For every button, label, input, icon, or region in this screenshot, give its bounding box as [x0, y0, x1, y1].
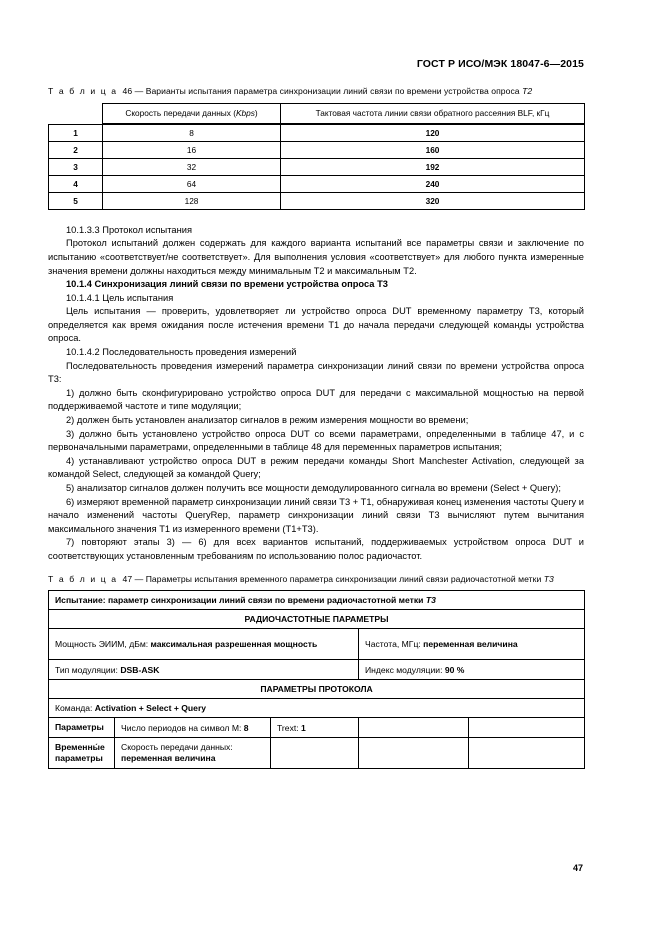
table-47-params-m-label: Число периодов на символ M:: [121, 722, 244, 733]
table-47-test-row: [49, 591, 585, 610]
table-47-frequency-value: переменная величина: [423, 639, 518, 650]
table-47-test-cell: [49, 591, 585, 610]
paragraph-10-1-3-3: Протокол испытаний должен содержать для каждого варианта испытаний все параметры связи и заключение по испытанию «соответствует/не соответствует». Для выполнения условия «соответствует» для любого пункта измеренные значения времени должны находиться между минимальным T2 и максимальным T2.: [48, 238, 584, 276]
table-46-cell-blf: 192: [281, 158, 585, 175]
table-47: [48, 590, 585, 769]
table-47-params-trext-label: Trext:: [277, 722, 302, 733]
table-47-eirp-label: Мощность ЭИИМ, дБм:: [55, 639, 151, 650]
table-47-test-label: Испытание: параметр синхронизации линий связи по времени радиочастотной метки: [55, 595, 426, 606]
table-row: [49, 158, 585, 175]
table-47-section-protocol-row: [49, 680, 585, 699]
table-47-time-params-cell-2: [271, 738, 359, 769]
paragraph-10-1-4-1: Цель испытания — проверить, удовлетворяет ли устройство опроса DUT временному параметру T3, который определяется как время ожидания после истечения времени T1 до начала передачи следующей команды устройства опроса.: [48, 306, 584, 344]
table-47-datarate-label: Скорость передачи данных:: [121, 742, 233, 753]
table-row: [49, 629, 585, 660]
heading-10-1-3-3: 10.1.3.3 Протокол испытания: [66, 224, 192, 235]
table-46-cell-rate: 128: [103, 192, 281, 209]
table-47-command-cell: [49, 699, 585, 718]
table-47-datarate-value: переменная величина: [121, 753, 216, 764]
table-47-modulation-index-cell: [359, 660, 585, 680]
table-47-eirp-value: максимальная разрешенная мощность: [150, 639, 318, 650]
table-46-header-rate: [103, 103, 281, 124]
table-46-caption-word: Т а б л и ц а: [48, 86, 118, 96]
body-text-block: [48, 224, 584, 564]
table-47-command-value: Activation + Select + Query: [94, 703, 207, 714]
table-46-cell-rate: 32: [103, 158, 281, 175]
table-47-section-protocol: ПАРАМЕТРЫ ПРОТОКОЛА: [49, 680, 585, 699]
table-47-params-cell-4: [469, 718, 585, 738]
table-46-cell-index: 2: [49, 141, 103, 158]
table-47-caption-text: — Параметры испытания временного параметра синхронизации линий связи радиочастотной метки: [134, 573, 544, 584]
table-46-caption: [48, 86, 584, 97]
step-6: 6) измеряют временной параметр синхронизации линий связи T3 + T1, обнаруживая конец изменения частоты Query и начало изменений частоты QueryRep, параметр синхронизации линий связи T3 вычисляют путем вычитания максимального значения T1 из измеренного времени (T1+T3).: [48, 496, 584, 534]
heading-10-1-4: 10.1.4 Синхронизация линий связи по времени устройства опроса T3: [66, 279, 388, 290]
table-47-section-rf-row: [49, 610, 585, 629]
table-46-caption-number: 46: [122, 86, 133, 96]
table-47-section-rf: РАДИОЧАСТОТНЫЕ ПАРАМЕТРЫ: [49, 610, 585, 629]
table-47-modulation-index-value: 90 %: [444, 664, 465, 675]
table-47-params-m-cell: [115, 718, 271, 738]
table-46-cell-blf: 120: [281, 124, 585, 141]
table-46-header-rate-pre: Скорость передачи данных (: [125, 108, 236, 119]
paragraph-10-1-4-2-intro: Последовательность проведения измерений параметра синхронизации линий связи по времени устройства опроса T3:: [48, 360, 584, 385]
table-row: [49, 175, 585, 192]
table-47-caption-italic: T3: [543, 573, 554, 584]
table-47-caption: [48, 574, 584, 585]
table-row: [49, 141, 585, 158]
table-46-header-corner: [49, 103, 103, 124]
table-46-cell-rate: 8: [103, 124, 281, 141]
step-7: 7) повторяют этапы 3) — 6) для всех вариантов испытаний, поддерживаемых устройством опроса DUT и соответствующих установленным требованиям по использованию полос радиочастот.: [48, 537, 584, 561]
table-47-caption-word: Т а б л и ц а: [48, 573, 118, 584]
step-3: 3) должно быть установлено устройство опроса DUT со всеми параметрами, определенными в таблице 47, и с первоначальными параметрами, определенными в таблице 48 для переменных параметров испытания;: [48, 428, 584, 453]
table-46-cell-blf: 160: [281, 141, 585, 158]
table-row: [49, 718, 585, 738]
table-47-params-label: Параметры: [49, 718, 115, 738]
step-2: 2) должен быть установлен анализатор сигналов в режим измерения мощности во времени;: [66, 415, 469, 426]
step-4: 4) устанавливают устройство опроса DUT в режим передачи команды Short Manchester Activation, следующей за командой Select, следующей за командой Query;: [48, 455, 584, 480]
heading-10-1-4-2: 10.1.4.2 Последовательность проведения измерений: [66, 347, 297, 358]
step-5: 5) анализатор сигналов должен получить все мощности демодулированного сигнала во времени (Select + Query);: [66, 483, 561, 494]
table-47-command-row: [49, 699, 585, 718]
table-46-header-rate-post: ): [254, 108, 258, 119]
table-46-cell-blf: 240: [281, 175, 585, 192]
table-46-cell-rate: 64: [103, 175, 281, 192]
table-47-params-trext-cell: [271, 718, 359, 738]
table-47-modulation-type-cell: [49, 660, 359, 680]
table-47-params-cell-3: [359, 718, 469, 738]
table-47-params-m-value: 8: [243, 722, 249, 733]
table-46-header-rate-unit: Kbps: [235, 108, 255, 119]
table-47-time-params-label-line1: Временны́е: [55, 742, 105, 753]
table-47-test-italic: T3: [425, 595, 436, 606]
table-47-time-params-cell-3: [359, 738, 469, 769]
heading-10-1-4-1: 10.1.4.1 Цель испытания: [66, 292, 174, 303]
page-content: [48, 86, 584, 769]
table-46-caption-text: — Варианты испытания параметра синхронизации линий связи по времени устройства опроса: [134, 86, 523, 96]
table-46-header-blf: Тактовая частота линии связи обратного рассеяния BLF, кГц: [281, 103, 585, 124]
standard-header: ГОСТ Р ИСО/МЭК 18047-6—2015: [416, 58, 584, 70]
table-46-cell-index: 1: [49, 124, 103, 141]
table-47-caption-number: 47: [122, 573, 133, 584]
table-47-eirp-cell: [49, 629, 359, 660]
table-46-cell-rate: 16: [103, 141, 281, 158]
page-number: 47: [572, 863, 583, 873]
table-47-time-params-cell-4: [469, 738, 585, 769]
table-46-cell-index: 3: [49, 158, 103, 175]
table-46-header-row: [49, 103, 585, 124]
step-1: 1) должно быть сконфигурировано устройство опроса DUT для передачи с максимальной мощностью на первой поддерживаемой частоте и типе модуляции;: [48, 387, 584, 412]
table-row: [49, 192, 585, 209]
table-row: [49, 660, 585, 680]
table-47-params-trext-value: 1: [301, 722, 306, 733]
table-46: [48, 103, 585, 210]
table-46-cell-blf: 320: [281, 192, 585, 209]
table-46-caption-italic: T2: [522, 86, 533, 96]
table-47-frequency-cell: [359, 629, 585, 660]
table-47-modulation-type-value: DSB-ASK: [120, 664, 160, 675]
table-47-datarate-cell: [115, 738, 271, 769]
table-row: [49, 738, 585, 769]
table-46-cell-index: 5: [49, 192, 103, 209]
table-47-time-params-label-line2: параметры: [55, 753, 103, 764]
table-47-frequency-label: Частота, МГц:: [365, 639, 424, 650]
table-47-command-label: Команда:: [55, 703, 95, 714]
table-row: [49, 124, 585, 141]
table-47-modulation-type-label: Тип модуляции:: [55, 664, 121, 675]
table-47-time-params-label: [49, 738, 115, 769]
table-47-modulation-index-label: Индекс модуляции:: [365, 664, 445, 675]
table-46-cell-index: 4: [49, 175, 103, 192]
